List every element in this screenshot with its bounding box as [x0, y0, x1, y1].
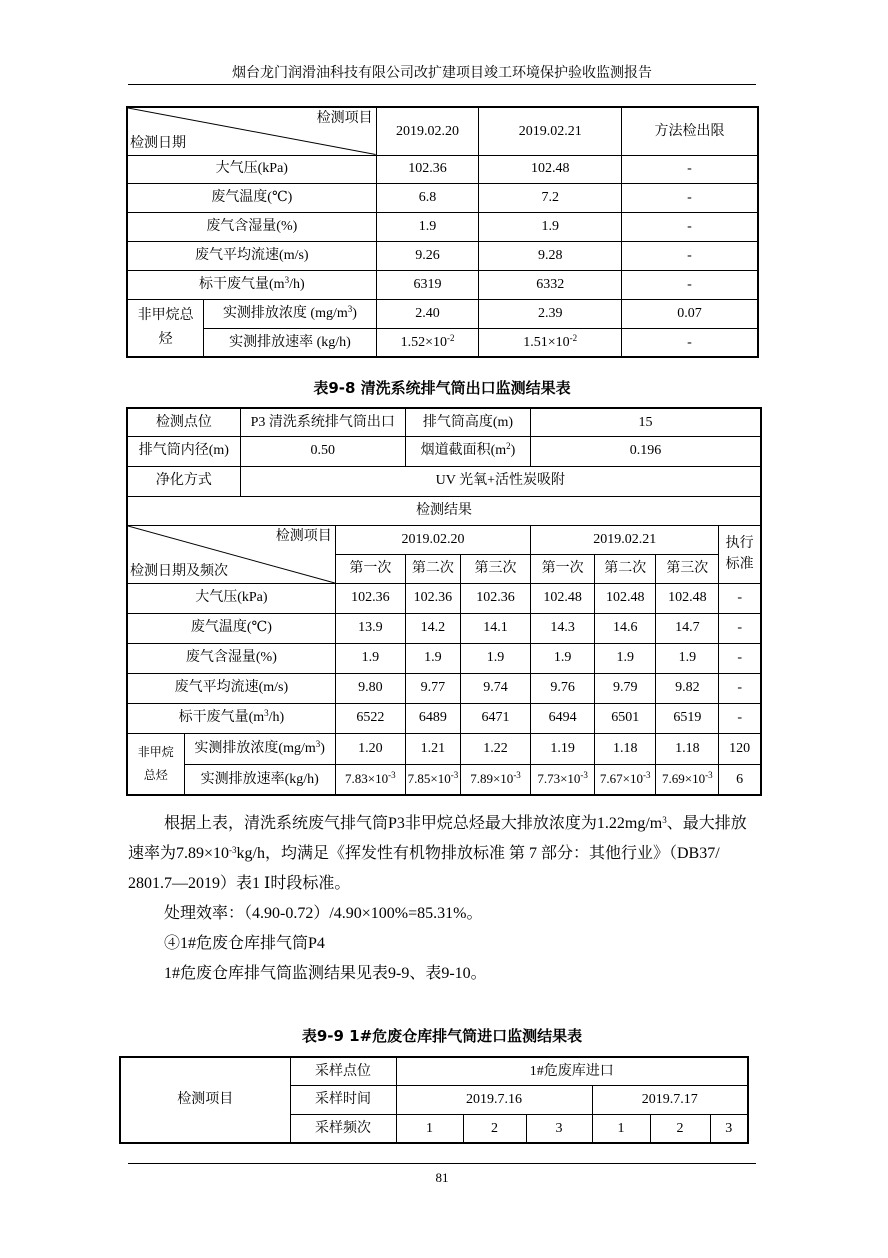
cell: 6522 [335, 703, 405, 733]
row-label: 标干废气量$(m^3/h)$ [127, 270, 376, 299]
cell: 1.20 [335, 733, 405, 764]
table-row [127, 408, 761, 436]
row-label: 标干废气量$(m^3/h)$ [127, 703, 335, 733]
row-label: 实测排放浓度$(mg/m^3)$ [184, 733, 335, 764]
cell: 14.2 [405, 613, 460, 643]
sample-point-label: 采样点位 [290, 1057, 396, 1085]
freq-header: 第三次 [656, 554, 719, 583]
cell: 102.36 [376, 155, 479, 183]
cell: 14.1 [460, 613, 530, 643]
cell: 1.9 [479, 212, 622, 241]
cell: - [622, 212, 758, 241]
diameter-label: 排气筒内径(m) [127, 436, 240, 466]
cell: $7.69\times 10^{-3}$ [656, 764, 719, 795]
table-row [127, 703, 761, 733]
purify-value: UV 光氧+活性炭吸附 [240, 466, 761, 496]
cell: - [719, 703, 761, 733]
freq-cell: 2 [463, 1114, 526, 1143]
freq-cell: 1 [396, 1114, 463, 1143]
cell: - [719, 583, 761, 613]
cell: - [719, 613, 761, 643]
cell: $7.89\times 10^{-3}$ [460, 764, 530, 795]
cell: - [622, 155, 758, 183]
cell: 1.9 [405, 643, 460, 673]
cell: 1.22 [460, 733, 530, 764]
date-header: 2019.7.16 [396, 1085, 592, 1114]
freq-header: 第三次 [460, 554, 530, 583]
std-header: 执行标准 [719, 525, 761, 583]
report-header-title: 烟台龙门润滑油科技有限公司改扩建项目竣工环境保护验收监测报告 [232, 66, 652, 81]
col-header: 2019.02.20 [376, 107, 479, 155]
point-label: 检测点位 [127, 408, 240, 436]
cell: 2.40 [376, 299, 479, 328]
cell: - [719, 673, 761, 703]
cell: $7.73\times 10^{-3}$ [531, 764, 595, 795]
date-header: 2019.7.17 [592, 1085, 748, 1114]
cell: 102.48 [531, 583, 595, 613]
cell: $1.52\times 10^{-2}$ [376, 328, 479, 357]
freq-cell: 3 [710, 1114, 748, 1143]
cell: 6489 [405, 703, 460, 733]
row-label: 废气温度(℃) [127, 613, 335, 643]
freq-header: 第一次 [335, 554, 405, 583]
cell: 1.18 [656, 733, 719, 764]
area-label: 烟道截面积$(m^2)$ [405, 436, 530, 466]
freq-header: 第一次 [531, 554, 595, 583]
table-row [127, 183, 758, 212]
freq-label: 采样频次 [290, 1114, 396, 1143]
point-value: P3 清洗系统排气筒出口 [240, 408, 405, 436]
freq-cell: 2 [650, 1114, 710, 1143]
cell: 6319 [376, 270, 479, 299]
cell: 1.21 [405, 733, 460, 764]
cell: 7.2 [479, 183, 622, 212]
table-header-row [127, 525, 761, 554]
cell: 9.26 [376, 241, 479, 270]
paragraph-conclusion: 根据上表，清洗系统废气排气筒P3非甲烷总烃最大排放浓度为$1.22mg/m^3$、最大排放速率为$7.89\times 10^{-3}kg/h$，均满足《挥发性有机物排放标准 第 7 部分：其他行业》（DB37/ 2801.7—2019）表1 Ⅰ时段标准。 [128, 815, 747, 892]
height-value: 15 [531, 408, 761, 436]
date-header: 2019.02.20 [335, 525, 530, 554]
footer-rule [128, 1163, 756, 1164]
cell: 9.77 [405, 673, 460, 703]
table-row [127, 466, 761, 496]
cell: 6332 [479, 270, 622, 299]
cell: $1.51\times 10^{-2}$ [479, 328, 622, 357]
table-caption-9-8: 表9-8 清洗系统排气筒出口监测结果表 [313, 379, 571, 397]
freq-header: 第二次 [595, 554, 656, 583]
cell: 14.6 [595, 613, 656, 643]
cell: 6 [719, 764, 761, 795]
row-label: 废气含湿量(%) [127, 212, 376, 241]
table-row [120, 1057, 748, 1085]
diagonal-header-cell [127, 525, 335, 583]
sample-time-label: 采样时间 [290, 1085, 396, 1114]
cell: $7.67\times 10^{-3}$ [595, 764, 656, 795]
table-header-row [127, 107, 758, 155]
paragraph-efficiency: 处理效率：（4.90-0.72）/4.90×100%=85.31%。 [164, 905, 483, 922]
table-row [127, 241, 758, 270]
cell: - [622, 241, 758, 270]
cell: - [622, 183, 758, 212]
table-row [127, 299, 758, 328]
cell: 102.36 [405, 583, 460, 613]
cell: 9.74 [460, 673, 530, 703]
cell: 102.36 [335, 583, 405, 613]
corner-top-label: 检测项目 [316, 111, 373, 126]
freq-header: 第二次 [405, 554, 460, 583]
cell: 6.8 [376, 183, 479, 212]
row-label: 实测排放速率(kg/h) [184, 764, 335, 795]
row-label: 大气压(kPa) [127, 155, 376, 183]
cell: 102.48 [595, 583, 656, 613]
cell: - [622, 328, 758, 357]
corner-top-label: 检测项目 [275, 528, 332, 544]
row-label: 大气压(kPa) [127, 583, 335, 613]
cell: 1.9 [656, 643, 719, 673]
cell: 6519 [656, 703, 719, 733]
cell: 102.48 [656, 583, 719, 613]
cell: 9.79 [595, 673, 656, 703]
cell: 14.3 [531, 613, 595, 643]
cell: 9.80 [335, 673, 405, 703]
cell: 6471 [460, 703, 530, 733]
cell: 9.76 [531, 673, 595, 703]
cell: $7.85\times 10^{-3}$ [405, 764, 460, 795]
paragraph-reference: 1#危废仓库排气筒监测结果见表9-9、表9-10。 [164, 965, 487, 982]
freq-cell: 3 [526, 1114, 592, 1143]
cell: 0.07 [622, 299, 758, 328]
row-label: 实测排放速率 (kg/h) [204, 328, 376, 357]
table-row [127, 436, 761, 466]
cell: 1.18 [595, 733, 656, 764]
cell: - [622, 270, 758, 299]
row-label: 废气含湿量(%) [127, 643, 335, 673]
table-row [127, 583, 761, 613]
col-header: 方法检出限 [622, 107, 758, 155]
cell: - [719, 643, 761, 673]
row-label: 废气平均流速(m/s) [127, 241, 376, 270]
cell: 14.7 [656, 613, 719, 643]
cell: 1.9 [460, 643, 530, 673]
cell: 2.39 [479, 299, 622, 328]
table-row [127, 496, 761, 525]
table-p2-continuation [126, 106, 759, 358]
cell: 102.48 [479, 155, 622, 183]
height-label: 排气筒高度(m) [405, 408, 530, 436]
table-row [127, 328, 758, 357]
corner-bottom-label: 检测日期 [130, 136, 186, 152]
cell: 9.28 [479, 241, 622, 270]
table-9-8 [126, 407, 762, 796]
freq-cell: 1 [592, 1114, 650, 1143]
row-label: 废气温度(℃) [127, 183, 376, 212]
results-label: 检测结果 [127, 496, 761, 525]
body-text [128, 809, 758, 989]
cell: 120 [719, 733, 761, 764]
table-caption-9-9: 表9-9 1#危废仓库排气筒进口监测结果表 [301, 1027, 583, 1045]
cell: 9.82 [656, 673, 719, 703]
table-row [127, 643, 761, 673]
cell: 1.19 [531, 733, 595, 764]
row-label: 废气平均流速(m/s) [127, 673, 335, 703]
group-label: 非甲烷总烃 [127, 733, 184, 795]
date-header: 2019.02.21 [531, 525, 719, 554]
diagonal-header-cell [127, 107, 376, 155]
cell: $7.83\times 10^{-3}$ [335, 764, 405, 795]
table-9-9 [119, 1056, 749, 1144]
cell: 1.9 [531, 643, 595, 673]
header-rule [128, 84, 756, 85]
diameter-value: 0.50 [240, 436, 405, 466]
table-row [127, 673, 761, 703]
table-row [127, 270, 758, 299]
row-label: 实测排放浓度 $(mg/m^3)$ [204, 299, 376, 328]
page-number: 81 [435, 1170, 449, 1185]
cell: 1.9 [595, 643, 656, 673]
cell: 1.9 [376, 212, 479, 241]
cell: 1.9 [335, 643, 405, 673]
table-row [127, 764, 761, 795]
col-header: 2019.02.21 [479, 107, 622, 155]
table-row [127, 613, 761, 643]
area-value: 0.196 [531, 436, 761, 466]
item-label: 检测项目 [120, 1057, 290, 1143]
purify-label: 净化方式 [127, 466, 240, 496]
sample-point-value: 1#危废库进口 [396, 1057, 748, 1085]
cell: 6494 [531, 703, 595, 733]
table-row [127, 733, 761, 764]
corner-bottom-label: 检测日期及频次 [130, 564, 228, 580]
cell: 6501 [595, 703, 656, 733]
cell: 102.36 [460, 583, 530, 613]
table-row [127, 155, 758, 183]
table-row [127, 212, 758, 241]
cell: 13.9 [335, 613, 405, 643]
paragraph-subheading: ④1#危废仓库排气筒P4 [164, 935, 325, 952]
group-label: 非甲烷总烃 [127, 299, 204, 357]
